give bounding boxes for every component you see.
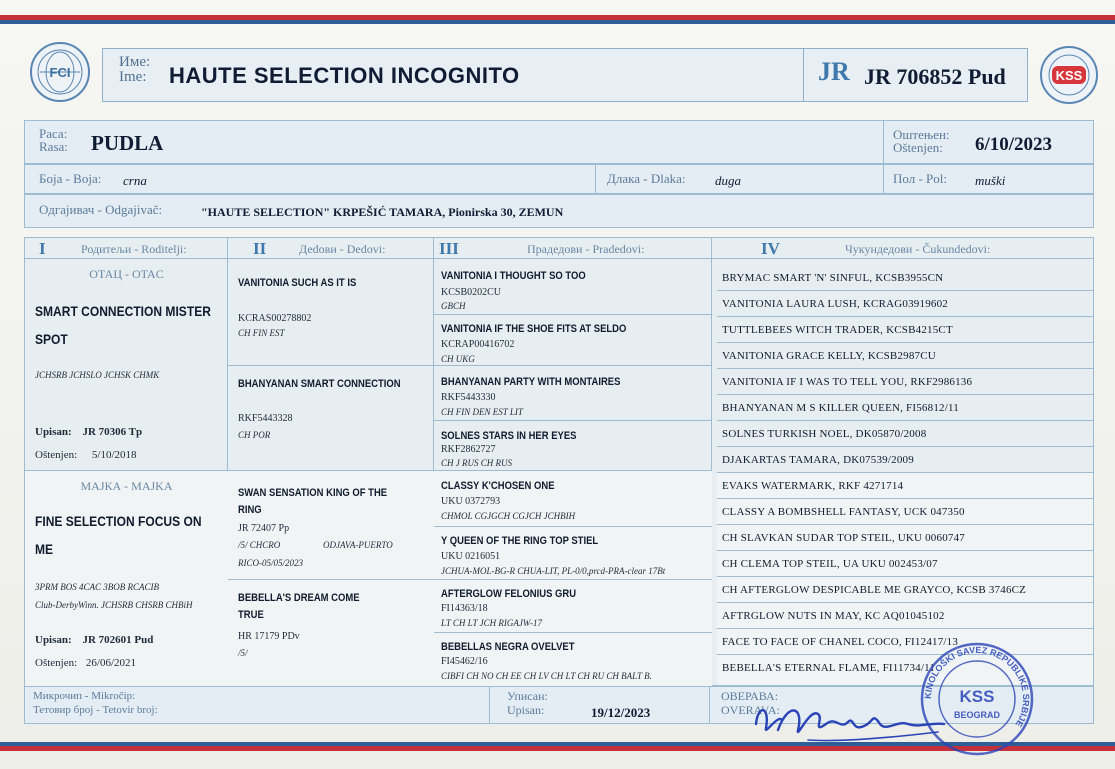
great-grandparent-titles: LT CH LT JCH RIGAJW-17 — [441, 618, 542, 628]
g4-entry: BRYMAC SMART 'N' SINFUL, KCSB3955CN — [717, 265, 1093, 291]
gen-3-title: Прадедови - Pradedovi: — [527, 242, 645, 256]
great-grandparent-cell — [434, 315, 712, 365]
great-grandparent-reg: UKU 0216051 — [441, 551, 501, 562]
sire-whelped-label: Oštenjen: — [35, 449, 78, 461]
great-grandparent-cell — [434, 259, 712, 314]
great-grandparent-name: BHANYANAN PARTY WITH MONTAIRES — [441, 376, 621, 388]
great-grandparent-reg: FI14363/18 — [441, 603, 488, 614]
g4-entry: BHANYANAN M S KILLER QUEEN, FI56812/11 — [717, 395, 1093, 421]
dam-titles-2: Club-DerbyWinn. JCHSRB CHSRB CHBiH — [35, 600, 193, 610]
grandparent-name: SWAN SENSATION KING OF THE RING — [238, 487, 388, 516]
great-grandparent-reg: RKF2862727 — [441, 444, 496, 455]
grandparent-cell — [228, 259, 434, 365]
upisan-label-lat: Upisan: — [507, 703, 545, 717]
grandparent-note: ODJAVA-PUERTO — [323, 540, 393, 550]
breeder-row — [24, 194, 1094, 228]
sex-divider — [883, 165, 884, 193]
color-divider — [595, 165, 596, 193]
color-row — [24, 164, 1094, 194]
stamp-ring-text: KINOLOŠKI SAVEZ REPUBLIKE SRBIJE — [922, 644, 1032, 729]
coat-value: duga — [715, 173, 741, 188]
gen-4-title: Чукундедови - Čukundedovi: — [845, 242, 991, 256]
sire-whelped: 5/10/2018 — [91, 449, 137, 461]
grandparent-cell — [228, 366, 434, 470]
grandparent-note-2: RICO-05/05/2023 — [238, 558, 303, 568]
great-grandparent-titles: CH J RUS CH RUS — [441, 458, 512, 468]
sire-role: ОТАЦ - OTAC — [89, 267, 164, 281]
great-grandparent-cell — [434, 580, 712, 632]
great-grandparent-name: AFTERGLOW FELONIUS GRU — [441, 588, 577, 600]
overava-label-cyr: ОВЕРАВА: — [721, 689, 779, 703]
dam-cell — [25, 471, 228, 686]
grandparent-name: VANITONIA SUCH AS IT IS — [238, 277, 357, 289]
great-grandparent-cell — [434, 421, 712, 470]
dog-name: HAUTE SELECTION INCOGNITO — [169, 63, 520, 88]
great-grandparent-name: BEBELLAS NEGRA OVELVET — [441, 641, 575, 653]
g4-entry: VANITONIA LAURA LUSH, KCRAG03919602 — [717, 291, 1093, 317]
tattoo-label: Тетовир број - Tetovir broj: — [33, 704, 158, 716]
sire-upis-label: Upisan: — [35, 426, 72, 438]
name-label — [119, 55, 150, 85]
breed-label-lat: Rasa: — [39, 139, 68, 154]
great-grandparent-reg: FI45462/16 — [441, 656, 488, 667]
g4-entry: CH SLAVKAN SUDAR TOP STEIL, UKU 0060747 — [717, 525, 1093, 551]
g4-entry: VANITONIA IF I WAS TO TELL YOU, RKF2986136 — [717, 369, 1093, 395]
grandparent-cell — [228, 471, 434, 579]
g4-entry: AFTRGLOW NUTS IN MAY, KC AQ01045102 — [717, 603, 1093, 629]
signature — [748, 684, 948, 750]
grandparent-titles: /5/ CHCRO — [238, 540, 281, 550]
great-grandparent-cell — [434, 366, 712, 420]
footer-divider — [489, 687, 490, 723]
dam-whelped: 26/06/2021 — [85, 657, 137, 669]
dam-upis: JR 702601 Pud — [82, 634, 154, 646]
g4-entry: DJAKARTAS TAMARA, DK07539/2009 — [717, 447, 1093, 473]
whelped-label-lat: Oštenjen: — [893, 140, 943, 155]
breed-row — [24, 120, 1094, 164]
footer-divider — [709, 687, 710, 723]
great-grandparent-titles: CHMOL CGJGCH CGJCH JCHBIH — [441, 511, 576, 521]
grandparent-titles: CH POR — [238, 430, 271, 440]
grandparent-reg: HR 17179 PDv — [238, 631, 300, 642]
stamp-text: KSS — [959, 687, 995, 706]
overava-label-lat: OVERAVA: — [721, 703, 780, 717]
great-grandparent-titles: CH FIN DEN EST LIT — [441, 407, 523, 417]
sire-upis: JR 70306 Tp — [82, 426, 143, 438]
color-value: crna — [123, 173, 147, 188]
great-grandparent-reg: KCSB0202CU — [441, 287, 502, 298]
gen-4-numeral: IV — [761, 239, 780, 258]
pedigree-table — [24, 237, 1094, 686]
grandparent-name: BHANYANAN SMART CONNECTION — [238, 378, 401, 390]
g4-entry: CLASSY A BOMBSHELL FANTASY, UCK 047350 — [717, 499, 1093, 525]
great-grandparent-name: SOLNES STARS IN HER EYES — [441, 430, 577, 442]
g4-entry: SOLNES TURKISH NOEL, DK05870/2008 — [717, 421, 1093, 447]
sire-name: SMART CONNECTION MISTER SPOT — [35, 303, 211, 347]
g4-entry: CH CLEMA TOP STEIL, UA UKU 002453/07 — [717, 551, 1093, 577]
great-grandparent-titles: CH UKG — [441, 354, 475, 364]
upisan-date: 19/12/2023 — [591, 705, 651, 720]
great-grandparent-name: VANITONIA I THOUGHT SO TOO — [441, 270, 586, 282]
grandparent-cell — [228, 580, 434, 686]
great-grandparent-cell — [434, 527, 712, 579]
kss-logo — [1040, 46, 1098, 104]
grandparent-titles: /5/ — [238, 648, 248, 658]
breed-value: PUDLA — [91, 131, 164, 155]
gen-1-title: Родитељи - Roditelji: — [81, 242, 187, 256]
color-label: Боја - Boja: — [39, 171, 102, 186]
g4-entry: VANITONIA GRACE KELLY, KCSB2987CU — [717, 343, 1093, 369]
breeder-value: "HAUTE SELECTION" KRPEŠIĆ TAMARA, Pionirska 30, ZEMUN — [201, 205, 564, 219]
g4-entry: BEBELLA'S ETERNAL FLAME, FI11734/11 — [717, 655, 1093, 685]
name-label-lat: Ime: — [119, 69, 147, 85]
great-grandparent-titles: GBCH — [441, 301, 466, 311]
registration-prefix: JR — [818, 57, 850, 86]
great-grandparent-name: VANITONIA IF THE SHOE FITS AT SELDO — [441, 323, 627, 335]
great-grandparent-reg: UKU 0372793 — [441, 496, 501, 507]
great-grandparent-titles: CIBFI CH NO CH EE CH LV CH LT CH RU CH BALT B. — [441, 671, 652, 681]
fci-logo — [30, 42, 90, 102]
great-grandparent-name: Y QUEEN OF THE RING TOP STIEL — [441, 535, 599, 547]
kss-logo-text: KSS — [1055, 68, 1083, 83]
great-grandparent-reg: KCRAP00416702 — [441, 339, 515, 350]
grandparent-name: BEBELLA'S DREAM COME TRUE — [238, 592, 360, 621]
stamp-city: BEOGRAD — [953, 710, 1001, 720]
breed-divider — [883, 121, 884, 163]
gen-3-numeral: III — [439, 239, 459, 258]
great-grandparent-reg: RKF5443330 — [441, 392, 496, 403]
breeder-label: Одгајивач - Odgajivač: — [39, 202, 163, 217]
whelped-label-cyr: Оштењен: — [893, 127, 950, 142]
g4-entry: TUTTLEBEES WITCH TRADER, KCSB4215CT — [717, 317, 1093, 343]
grandparent-reg: KCRAS00278802 — [238, 313, 312, 324]
breed-label — [39, 127, 68, 153]
g4-entry: CH AFTERGLOW DESPICABLE ME GRAYCO, KCSB 3746CZ — [717, 577, 1093, 603]
sire-cell — [25, 259, 228, 470]
whelped-label — [893, 128, 950, 154]
registration-number: JR 706852 Pud — [864, 64, 1006, 89]
microchip-label: Микрочип - Mikročip: — [33, 690, 136, 702]
gen-2-numeral: II — [253, 239, 267, 258]
dam-titles: 3PRM BOS 4CAC 3BOB RCACIB — [35, 582, 159, 592]
g4-entry: FACE TO FACE OF CHANEL COCO, FI12417/13 — [717, 629, 1093, 655]
grandparent-reg: JR 72407 Pp — [238, 523, 290, 534]
g4-entry: EVAKS WATERMARK, RKF 4271714 — [717, 473, 1093, 499]
sex-value: muški — [975, 173, 1006, 188]
dam-role: МАЈКА - MAJKA — [80, 479, 173, 493]
grandparent-reg: RKF5443328 — [238, 413, 293, 424]
name-header — [102, 48, 1028, 102]
great-grandparent-cell — [434, 633, 712, 686]
fci-logo-text: FCI — [49, 65, 71, 80]
great-grandparent-cell — [434, 471, 712, 526]
sex-label: Пол - Pol: — [893, 171, 947, 186]
grandparent-titles: CH FIN EST — [238, 328, 285, 338]
name-label-cyr: Име: — [119, 54, 151, 70]
gen-2-title: Деdови - Dedovi: — [299, 242, 386, 256]
top-blue-stripe — [0, 20, 1115, 24]
great-grandparent-name: CLASSY K'CHOSEN ONE — [441, 480, 555, 492]
registration-box — [803, 49, 1028, 101]
breed-label-cyr: Раса: — [39, 126, 68, 141]
coat-label: Длака - Dlaka: — [607, 171, 686, 186]
sire-titles: JCHSRB JCHSLO JCHSK CHMK — [35, 370, 160, 380]
whelped-value: 6/10/2023 — [975, 134, 1053, 155]
dam-whelped-label: Oštenjen: — [35, 657, 78, 669]
upisan-label-cyr: Уписан: — [507, 689, 548, 703]
dam-upis-label: Upisan: — [35, 634, 72, 646]
dam-name: FINE SELECTION FOCUS ON ME — [35, 513, 202, 557]
gen-1-numeral: I — [39, 239, 46, 258]
great-grandparent-titles: JCHUA-MOL-BG-R CHUA-LIT, PL-0/0,prcd-PRA-clear 17Bt — [441, 566, 666, 576]
